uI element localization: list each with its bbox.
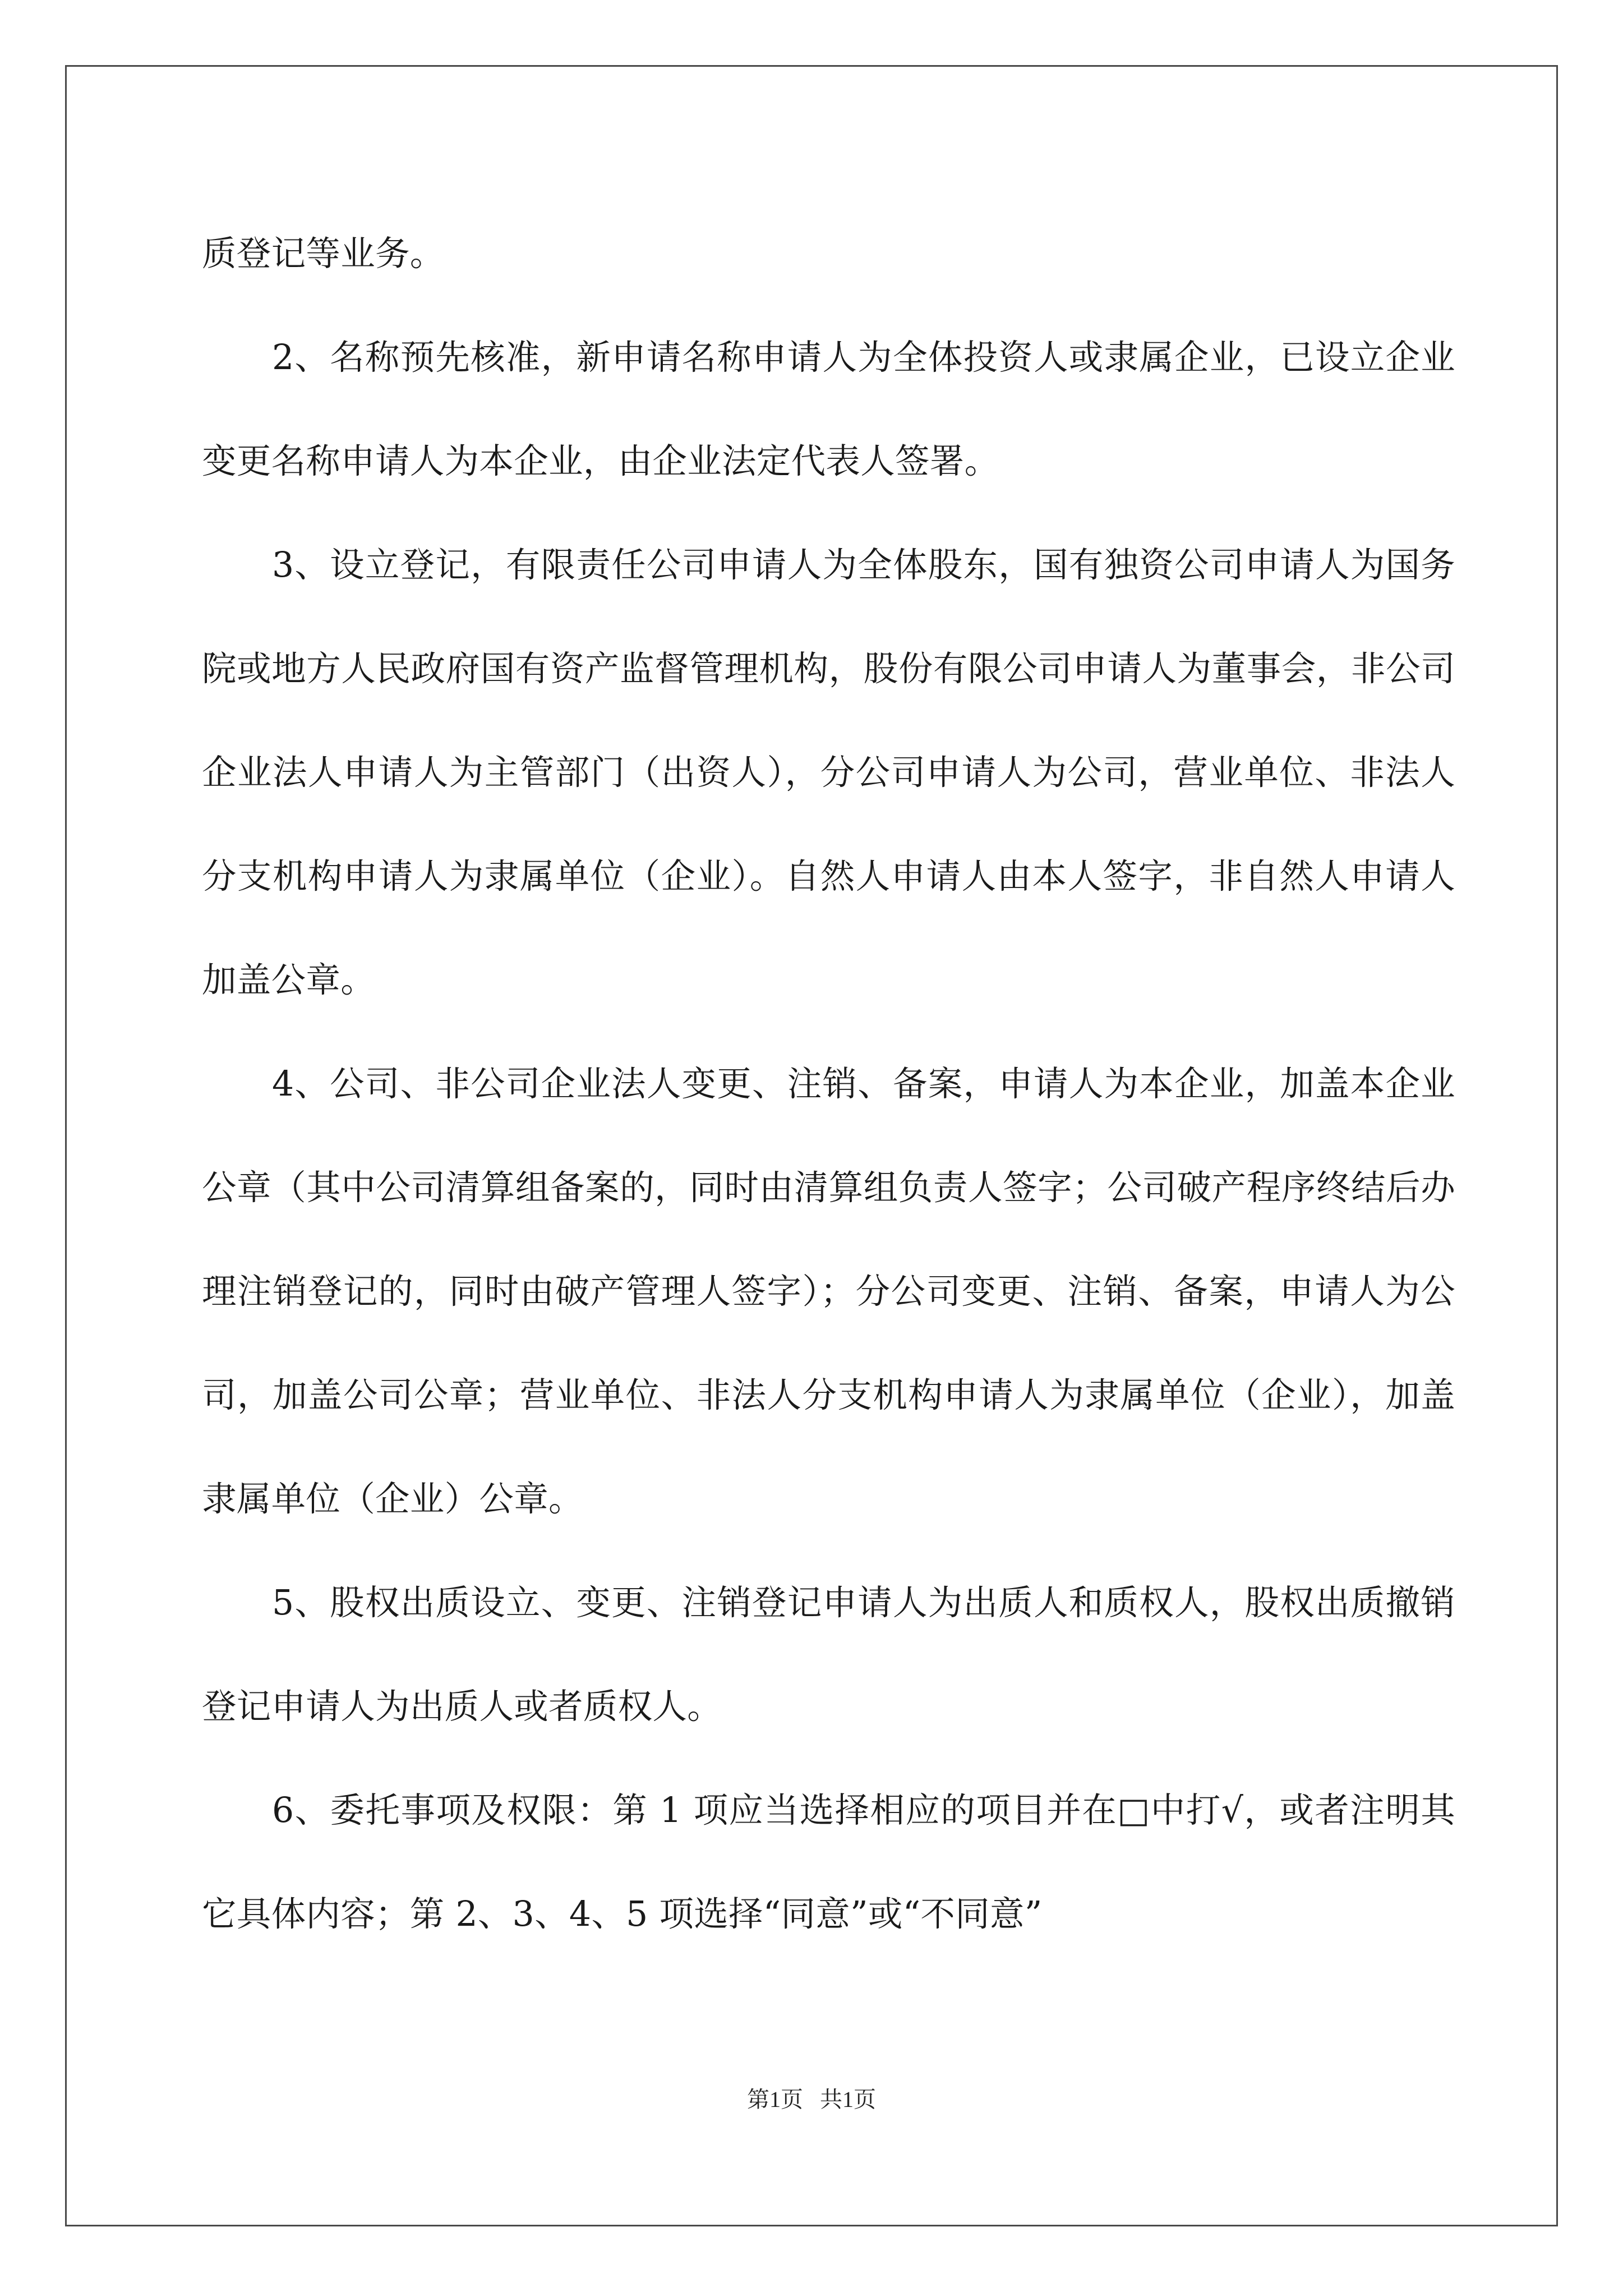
paragraph-item-3: 3、设立登记，有限责任公司申请人为全体股东，国有独资公司申请人为国务院或地方人民政府国有资产监督管理机构，股份有限公司申请人为董事会，非公司企业法人申请人为主管部门（出资人），分公司申请人为公司，营业单位、非法人分支机构申请人为隶属单位（企业）。自然人申请人由本人签字，非自然人申请人加盖公章。 [202, 545, 1455, 1000]
page-number: 第1页 [747, 2087, 803, 2112]
paragraph-item-5: 5、股权出质设立、变更、注销登记申请人为出质人和质权人，股权出质撤销登记申请人为出质人或者质权人。 [202, 1582, 1455, 1727]
page-total: 共1页 [820, 2087, 876, 2112]
document-body [202, 202, 1455, 1966]
paragraph-continuation: 质登记等业务。 [202, 233, 445, 274]
paragraph-item-4: 4、公司、非公司企业法人变更、注销、备案，申请人为本企业，加盖本企业公章（其中公司清算组备案的，同时由清算组负责人签字；公司破产程序终结后办理注销登记的，同时由破产管理人签字）；分公司变更、注销、备案，申请人为公司，加盖公司公章；营业单位、非法人分支机构申请人为隶属单位（企业），加盖隶属单位（企业）公章。 [202, 1064, 1455, 1519]
paragraph-item-6: 6、委托事项及权限：第 1 项应当选择相应的项目并在□中打√，或者注明其它具体内容；第 2、3、4、5 项选择“同意”或“不同意” [202, 1790, 1455, 1934]
page-footer [0, 2086, 1623, 2114]
paragraph-item-2: 2、名称预先核准，新申请名称申请人为全体投资人或隶属企业，已设立企业变更名称申请人为本企业，由企业法定代表人签署。 [202, 337, 1455, 481]
